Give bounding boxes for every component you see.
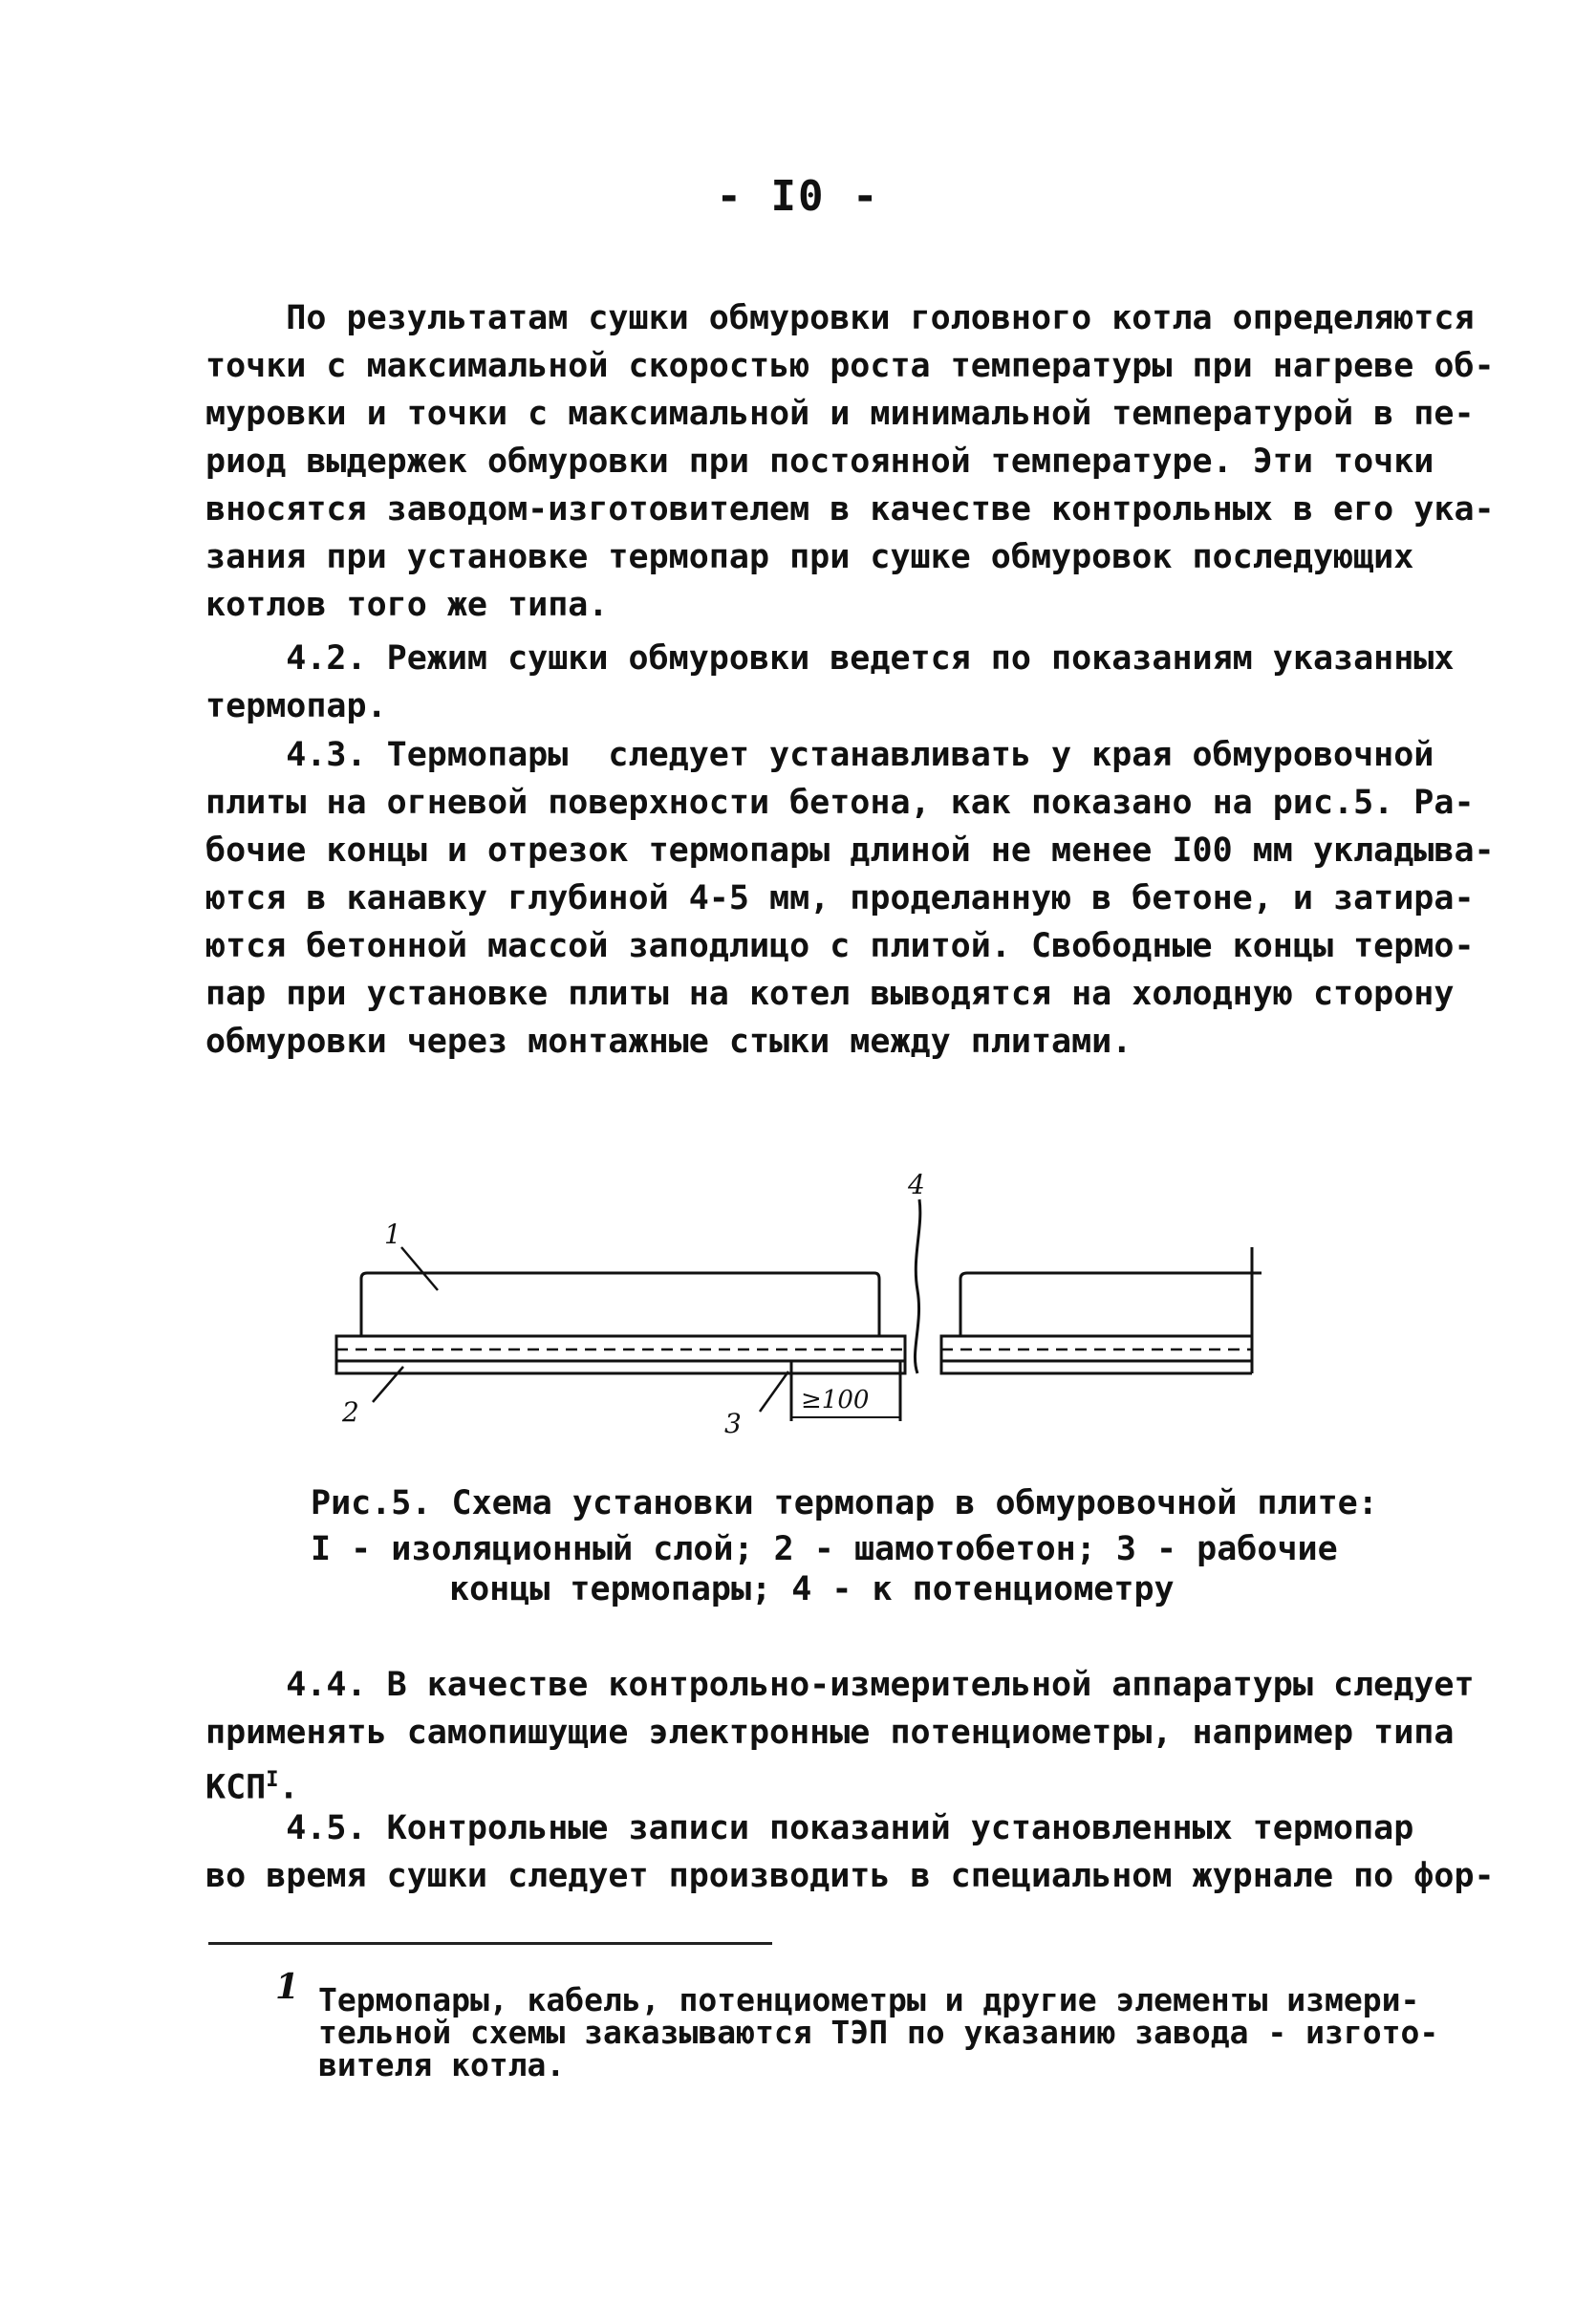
text-line — [205, 1757, 1467, 1812]
footnote-reference: I — [266, 1768, 279, 1792]
leader-1 — [401, 1247, 438, 1290]
figure-label-3: 3 — [724, 1408, 742, 1439]
text-line: ются бетонной массой заподлицо с плитой. Свободные концы термо- — [205, 927, 1475, 965]
figure-label-4: 4 — [908, 1171, 925, 1200]
figure-label-2: 2 — [342, 1396, 359, 1428]
thermocouple-installation-diagram — [325, 1171, 1262, 1457]
lead-wire-4 — [915, 1199, 919, 1373]
right-insulation-outline — [960, 1273, 1262, 1336]
figure-caption-title: Рис.5. Схема установки термопар в обмуровочной плите: — [311, 1484, 1378, 1522]
page-number: - I0 - — [716, 172, 880, 221]
paragraph-4-3 — [205, 731, 1495, 1066]
text-line: муровки и точки с максимальной и минимальной температурой в пе- — [205, 395, 1475, 433]
text-line: риод выдержек обмуровки при постоянной температуре. Эти точки — [205, 442, 1434, 481]
period: . — [278, 1768, 299, 1807]
dimension-label: ≥100 — [801, 1386, 870, 1414]
text-line: вносятся заводом-изготовителем в качестве контрольных в его ука- — [205, 490, 1495, 529]
text-line: котлов того же типа. — [205, 586, 609, 624]
paragraph-4-4 — [205, 1661, 1475, 1812]
text-line: пар при установке плиты на котел выводятся на холодную сторону — [205, 975, 1455, 1013]
footnote-divider — [208, 1942, 772, 1945]
concrete-slab-outline — [336, 1336, 905, 1373]
text-line: зания при установке термопар при сушке обмуровок последующих — [205, 538, 1414, 576]
text-line: точки с максимальной скоростью роста температуры при нагреве об- — [205, 347, 1495, 385]
footnote-text — [318, 1981, 1475, 2083]
footnote-line: вителя котла. — [318, 2046, 566, 2083]
text-line: 4.4. В качестве контрольно-измерительной аппаратуры следует — [205, 1666, 1475, 1704]
footnote-line: тельной схемы заказываются ТЭП по указанию завода - изгото- — [318, 2014, 1439, 2051]
figure-caption-legend-1: I - изоляционный слой; 2 - шамотобетон; 3 - рабочие — [311, 1530, 1338, 1568]
text-line: 4.5. Контрольные записи показаний установленных термопар — [205, 1809, 1414, 1847]
figure-label-1: 1 — [384, 1219, 401, 1250]
text-line: термопар. — [205, 687, 387, 725]
text-line: По результатам сушки обмуровки головного котла определяются — [205, 299, 1475, 337]
footnote-line: Термопары, кабель, потенциометры и другие элементы измери- — [318, 1981, 1420, 2018]
text-line: плиты на огневой поверхности бетона, как показано на рис.5. Ра- — [205, 784, 1475, 822]
paragraph-drying-results — [205, 294, 1495, 629]
leader-3 — [760, 1371, 788, 1412]
text-line: 4.3. Термопары следует устанавливать у края обмуровочной — [205, 736, 1434, 774]
right-slab-outline — [941, 1336, 1252, 1373]
text-line: во время сушки следует производить в специальном журнале по фор- — [205, 1857, 1495, 1895]
ksp-text: КСП — [205, 1768, 267, 1807]
insulation-layer-outline — [361, 1273, 879, 1336]
footnote-marker: 1 — [275, 1967, 300, 2007]
paragraph-4-5 — [205, 1804, 1495, 1900]
text-line: ются в канавку глубиной 4-5 мм, проделанную в бетоне, и затира- — [205, 879, 1475, 917]
text-line: применять самопишущие электронные потенциометры, например типа — [205, 1714, 1455, 1752]
text-line: обмуровки через монтажные стыки между плитами. — [205, 1023, 1132, 1061]
text-line: 4.2. Режим сушки обмуровки ведется по показаниям указанных — [205, 639, 1455, 678]
text-line: бочие концы и отрезок термопары длиной не менее I00 мм укладыва- — [205, 831, 1495, 870]
figure-caption-legend-2: концы термопары; 4 - к потенциометру — [449, 1570, 1175, 1608]
paragraph-4-2 — [205, 635, 1467, 730]
